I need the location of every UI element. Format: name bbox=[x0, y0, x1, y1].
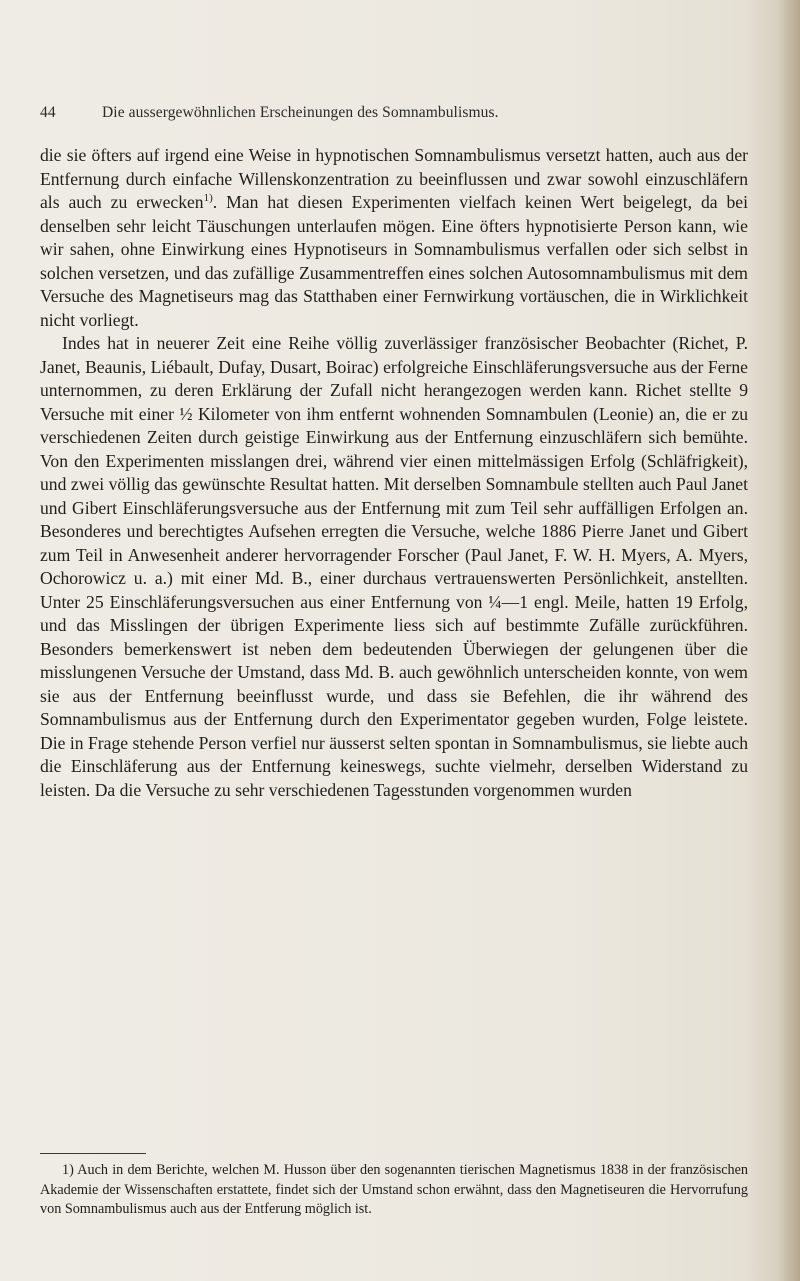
footnote-divider bbox=[40, 1153, 146, 1154]
page-edge-shadow bbox=[778, 0, 800, 1281]
footnote bbox=[40, 1161, 748, 1220]
running-title: Die aussergewöhnlichen Erscheinungen des Somnambulismus. bbox=[102, 104, 499, 121]
footnote-reference: 1) bbox=[203, 192, 213, 205]
page-number: 44 bbox=[40, 104, 56, 121]
paragraph-1 bbox=[40, 144, 748, 332]
paragraph-1-text-a: die sie öfters auf irgend eine Weise in hypnotischen Somnambulismus versetzt hatten, auch aus der Entfernung durch einfache Willenskonzentration zu beeinflussen und zwar sowohl einzuschläfern als auch zu erwecken bbox=[40, 145, 748, 212]
paragraph-1-text-b: . Man hat diesen Experimenten vielfach keinen Wert beigelegt, da bei denselben sehr leicht Täuschungen unterlaufen mögen. Eine öfters hypnotisierte Person kann, wie wir sahen, ohne Einwirkung eines Hypnotiseurs in Somnambulismus verfallen oder sich selbst in solchen versetzen, und das zufällige Zusammentreffen eines solchen Autosomnambulismus mit dem Versuche des Magnetiseurs mag das Statthaben einer Fernwirkung vortäuschen, die in Wirklichkeit nicht vorliegt. bbox=[40, 192, 748, 330]
main-text bbox=[40, 144, 748, 802]
footnote-text: 1) Auch in dem Berichte, welchen M. Husson über den sogenannten tierischen Magnetismus 1838 in der französischen Akademie der Wissenschaften erstattete, findet sich der Umstand schon erwähnt, dass den Magnetiseuren die Hervorrufung von Somnambulismus auch aus der Entferung möglich ist. bbox=[40, 1162, 748, 1218]
paragraph-2: Indes hat in neuerer Zeit eine Reihe völlig zuverlässiger französischer Beobachter (Richet, P. Janet, Beaunis, Liébault, Dufay, Dusart, Boirac) erfolgreiche Einschläferungsversuche aus der Ferne unternommen, zu deren Erklärung der Zufall nicht herangezogen werden kann. Richet stellte 9 Versuche mit einer ½ Kilometer von ihm entfernt wohnenden Somnambulen (Leonie) an, die er zu verschiedenen Zeiten durch geistige Einwirkung aus der Entfernung einzuschläfern sich bemühte. Von den Experimenten misslangen drei, während vier einen mittelmässigen Erfolg (Schläfrigkeit), und zwei völlig das gewünschte Resultat hatten. Mit derselben Somnambule stellten auch Paul Janet und Gibert Einschläferungsversuche aus der Entfernung mit zum Teil sehr auffälligen Erfolgen an. Besonderes und berechtigtes Aufsehen erregten die Versuche, welche 1886 Pierre Janet und Gibert zum Teil in Anwesenheit anderer hervorragender Forscher (Paul Janet, F. W. H. Myers, A. Myers, Ochorowicz u. a.) mit einer Md. B., einer durchaus vertrauenswerten Persönlichkeit, anstellten. Unter 25 Einschläferungsversuchen aus einer Entfernung von ¼—1 engl. Meile, hatten 19 Erfolg, und das Misslingen der übrigen Experimente liess sich auf bestimmte Zufälle zurückführen. Besonders bemerkenswert ist neben dem bedeutenden Überwiegen der gelungenen über die misslungenen Versuche der Umstand, dass Md. B. auch gewöhnlich unterscheiden konnte, von wem sie aus der Entfernung beeinflusst wurde, und dass sie Befehlen, die ihr während des Somnambulismus aus der Entfernung durch den Experimentator gegeben wurden, Folge leistete. Die in Frage stehende Person verfiel nur äusserst selten spontan in Somnambulismus, sie liebte auch die Einschläferung aus der Entfernung keineswegs, suchte vielmehr, derselben Widerstand zu leisten. Da die Versuche zu sehr verschiedenen Tagesstunden vorgenommen wurden bbox=[40, 333, 748, 800]
